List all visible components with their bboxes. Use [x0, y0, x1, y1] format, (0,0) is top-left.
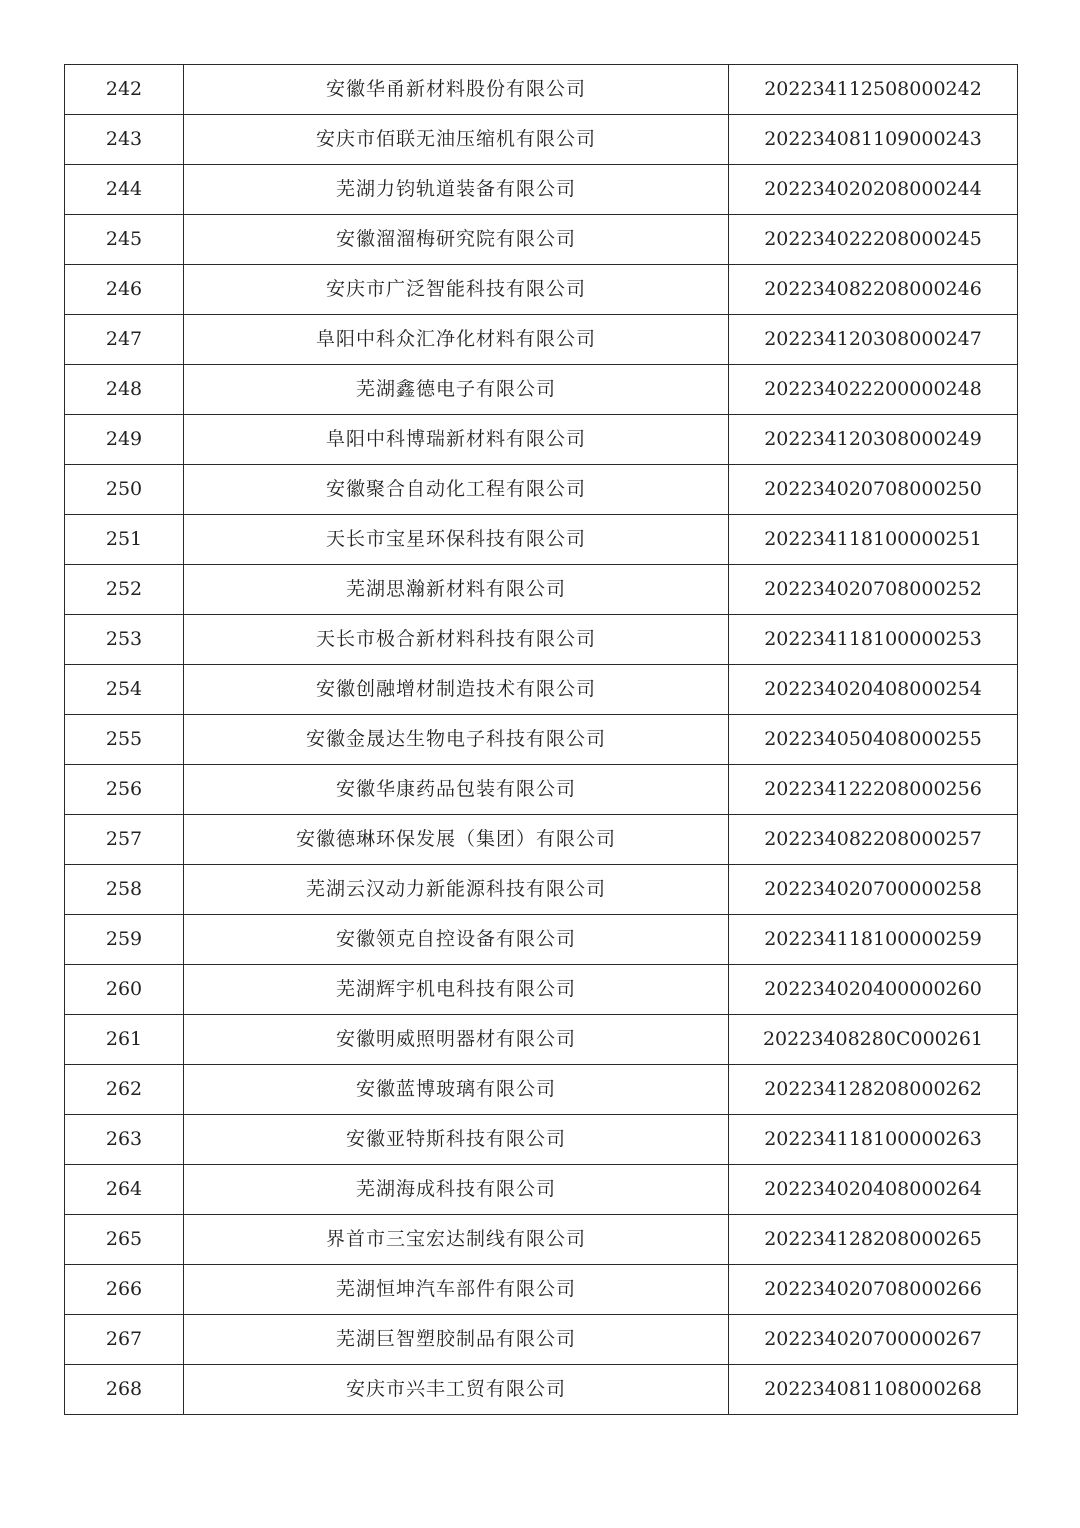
seq-cell: 258 — [65, 865, 184, 915]
table-row — [65, 365, 1018, 415]
seq-cell: 256 — [65, 765, 184, 815]
company-name-cell: 界首市三宝宏达制线有限公司 — [184, 1215, 729, 1265]
table-row — [65, 965, 1018, 1015]
seq-cell: 263 — [65, 1115, 184, 1165]
table-row — [65, 165, 1018, 215]
table-row — [65, 1015, 1018, 1065]
seq-cell: 268 — [65, 1365, 184, 1415]
registration-code-cell: 202234020208000244 — [729, 165, 1018, 215]
registration-code-cell: 202234120308000249 — [729, 415, 1018, 465]
registration-code-cell: 202234050408000255 — [729, 715, 1018, 765]
seq-cell: 243 — [65, 115, 184, 165]
registration-code-cell: 202234112508000242 — [729, 65, 1018, 115]
table-row — [65, 1365, 1018, 1415]
registration-code-cell: 20223408280C000261 — [729, 1015, 1018, 1065]
company-name-cell: 天长市宝星环保科技有限公司 — [184, 515, 729, 565]
seq-cell: 242 — [65, 65, 184, 115]
registration-code-cell: 202234020708000250 — [729, 465, 1018, 515]
table-row — [65, 1165, 1018, 1215]
registration-code-cell: 202234020408000254 — [729, 665, 1018, 715]
table-row — [65, 115, 1018, 165]
table-row — [65, 1115, 1018, 1165]
company-name-cell: 安徽聚合自动化工程有限公司 — [184, 465, 729, 515]
table-row — [65, 665, 1018, 715]
seq-cell: 261 — [65, 1015, 184, 1065]
table-row — [65, 65, 1018, 115]
registration-code-cell: 202234081108000268 — [729, 1365, 1018, 1415]
company-name-cell: 芜湖云汉动力新能源科技有限公司 — [184, 865, 729, 915]
registration-code-cell: 202234128208000265 — [729, 1215, 1018, 1265]
registry-table-body — [65, 65, 1018, 1415]
seq-cell: 246 — [65, 265, 184, 315]
table-row — [65, 815, 1018, 865]
table-row — [65, 265, 1018, 315]
company-name-cell: 安徽明威照明器材有限公司 — [184, 1015, 729, 1065]
company-name-cell: 安徽蓝博玻璃有限公司 — [184, 1065, 729, 1115]
table-row — [65, 715, 1018, 765]
seq-cell: 247 — [65, 315, 184, 365]
registration-code-cell: 202234118100000253 — [729, 615, 1018, 665]
registration-code-cell: 202234082208000246 — [729, 265, 1018, 315]
registration-code-cell: 202234022208000245 — [729, 215, 1018, 265]
company-name-cell: 安徽华康药品包装有限公司 — [184, 765, 729, 815]
registration-code-cell: 202234082208000257 — [729, 815, 1018, 865]
company-name-cell: 芜湖恒坤汽车部件有限公司 — [184, 1265, 729, 1315]
company-name-cell: 芜湖辉宇机电科技有限公司 — [184, 965, 729, 1015]
company-name-cell: 安徽华甬新材料股份有限公司 — [184, 65, 729, 115]
table-row — [65, 1315, 1018, 1365]
company-name-cell: 阜阳中科众汇净化材料有限公司 — [184, 315, 729, 365]
seq-cell: 248 — [65, 365, 184, 415]
table-row — [65, 1065, 1018, 1115]
seq-cell: 265 — [65, 1215, 184, 1265]
company-name-cell: 安徽创融增材制造技术有限公司 — [184, 665, 729, 715]
seq-cell: 267 — [65, 1315, 184, 1365]
company-name-cell: 天长市极合新材料科技有限公司 — [184, 615, 729, 665]
seq-cell: 260 — [65, 965, 184, 1015]
seq-cell: 245 — [65, 215, 184, 265]
registration-code-cell: 202234128208000262 — [729, 1065, 1018, 1115]
registration-code-cell: 202234022200000248 — [729, 365, 1018, 415]
company-name-cell: 安徽领克自控设备有限公司 — [184, 915, 729, 965]
company-name-cell: 安庆市广泛智能科技有限公司 — [184, 265, 729, 315]
company-name-cell: 芜湖鑫德电子有限公司 — [184, 365, 729, 415]
company-name-cell: 芜湖思瀚新材料有限公司 — [184, 565, 729, 615]
table-row — [65, 1215, 1018, 1265]
seq-cell: 251 — [65, 515, 184, 565]
company-name-cell: 阜阳中科博瑞新材料有限公司 — [184, 415, 729, 465]
company-name-cell: 芜湖巨智塑胶制品有限公司 — [184, 1315, 729, 1365]
table-row — [65, 315, 1018, 365]
seq-cell: 244 — [65, 165, 184, 215]
seq-cell: 266 — [65, 1265, 184, 1315]
registration-code-cell: 202234120308000247 — [729, 315, 1018, 365]
table-row — [65, 465, 1018, 515]
seq-cell: 254 — [65, 665, 184, 715]
registration-code-cell: 202234020408000264 — [729, 1165, 1018, 1215]
seq-cell: 249 — [65, 415, 184, 465]
table-row — [65, 765, 1018, 815]
company-name-cell: 芜湖力钧轨道装备有限公司 — [184, 165, 729, 215]
table-row — [65, 865, 1018, 915]
registration-code-cell: 202234020400000260 — [729, 965, 1018, 1015]
company-name-cell: 安徽德琳环保发展（集团）有限公司 — [184, 815, 729, 865]
seq-cell: 255 — [65, 715, 184, 765]
registration-code-cell: 202234118100000251 — [729, 515, 1018, 565]
table-row — [65, 1265, 1018, 1315]
company-name-cell: 安徽金晟达生物电子科技有限公司 — [184, 715, 729, 765]
seq-cell: 259 — [65, 915, 184, 965]
registration-code-cell: 202234118100000263 — [729, 1115, 1018, 1165]
seq-cell: 252 — [65, 565, 184, 615]
seq-cell: 264 — [65, 1165, 184, 1215]
registration-code-cell: 202234122208000256 — [729, 765, 1018, 815]
company-name-cell: 安徽亚特斯科技有限公司 — [184, 1115, 729, 1165]
company-name-cell: 安庆市兴丰工贸有限公司 — [184, 1365, 729, 1415]
table-row — [65, 915, 1018, 965]
company-registry-table — [64, 64, 1018, 1415]
seq-cell: 250 — [65, 465, 184, 515]
registration-code-cell: 202234020708000266 — [729, 1265, 1018, 1315]
table-row — [65, 415, 1018, 465]
registration-code-cell: 202234020708000252 — [729, 565, 1018, 615]
seq-cell: 257 — [65, 815, 184, 865]
table-row — [65, 515, 1018, 565]
company-name-cell: 安徽溜溜梅研究院有限公司 — [184, 215, 729, 265]
company-name-cell: 安庆市佰联无油压缩机有限公司 — [184, 115, 729, 165]
table-row — [65, 215, 1018, 265]
table-row — [65, 565, 1018, 615]
seq-cell: 253 — [65, 615, 184, 665]
registration-code-cell: 202234020700000267 — [729, 1315, 1018, 1365]
registration-code-cell: 202234020700000258 — [729, 865, 1018, 915]
company-name-cell: 芜湖海成科技有限公司 — [184, 1165, 729, 1215]
seq-cell: 262 — [65, 1065, 184, 1115]
registration-code-cell: 202234081109000243 — [729, 115, 1018, 165]
table-row — [65, 615, 1018, 665]
registration-code-cell: 202234118100000259 — [729, 915, 1018, 965]
